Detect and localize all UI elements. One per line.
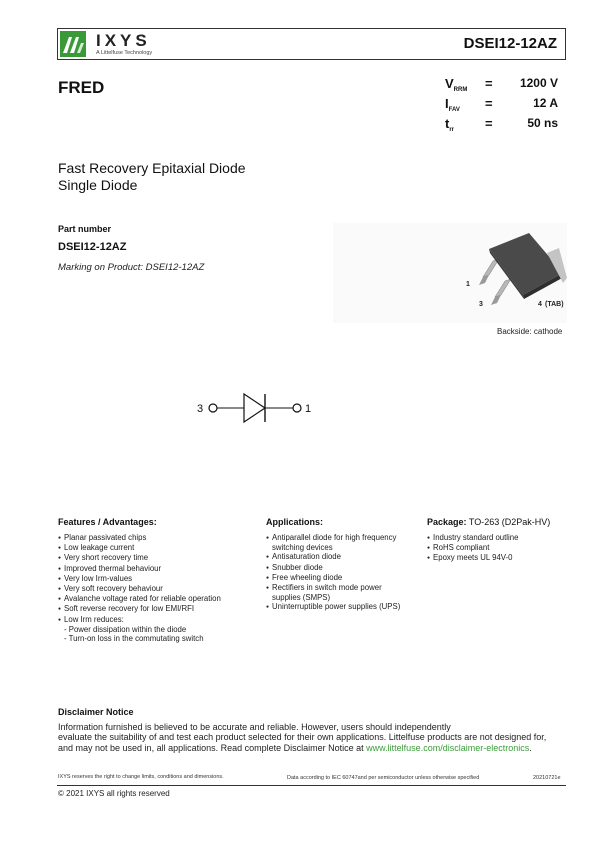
marking-text: Marking on Product: DSEI12-12AZ — [58, 262, 205, 273]
list-item: ● Antisaturation diode — [266, 552, 400, 562]
package-heading — [427, 517, 550, 527]
applications-list — [266, 533, 400, 613]
features-title: Features / Advantages: — [58, 517, 157, 527]
pin-1-label: 1 — [466, 281, 470, 288]
list-item: ● Low Irm reduces: — [58, 615, 221, 625]
list-item: ● Low leakage current — [58, 543, 221, 553]
schematic-pin-right: 1 — [305, 403, 312, 415]
footer-revision: 20210721e — [533, 775, 561, 781]
list-item: ● Very low Irm-values — [58, 574, 221, 584]
disclaimer-link[interactable]: www.littelfuse.com/disclaimer-electronics — [366, 742, 530, 753]
disclaimer-line: and may not be used in, all applications. Read complete Disclaimer Notice at www.littelfuse.com/disclaimer-electronics. — [58, 742, 532, 753]
brand-name: IXYS — [96, 31, 151, 50]
backside-note: Backside: cathode — [497, 327, 563, 336]
product-subtitle — [58, 160, 246, 194]
spec-symbol: $V_{RRM}$ — [445, 76, 468, 93]
spec-value: 1200 V — [519, 76, 558, 90]
tab-label: (TAB) — [545, 301, 564, 308]
pin-3-label: 3 — [479, 301, 483, 308]
applications-title: Applications: — [266, 517, 324, 527]
spec-equals: = — [485, 116, 493, 131]
key-specs — [443, 76, 568, 136]
disclaimer-line: evaluate the suitability of and test each product selected for their own applications. Littelfuse products are not designed for, — [58, 732, 547, 743]
ixys-logo-icon — [60, 31, 86, 57]
brand-tagline: A Littelfuse Technology — [96, 50, 153, 56]
spec-row — [443, 76, 568, 96]
package-label: Package: — [427, 517, 467, 527]
list-item: ● Soft reverse recovery for low EMI/RFI — [58, 604, 221, 614]
list-item: ● Very soft recovery behaviour — [58, 584, 221, 594]
pin-4-label: 4 — [538, 301, 542, 308]
package-list — [427, 533, 550, 564]
list-item: ● Improved thermal behaviour — [58, 564, 221, 574]
list-item: supplies (SMPS) — [272, 593, 331, 603]
diode-schematic — [190, 390, 320, 431]
copyright: © 2021 IXYS all rights reserved — [58, 789, 170, 798]
spec-value: 50 ns — [527, 116, 558, 130]
spec-row — [443, 116, 568, 136]
list-item: - Turn-on loss in the commutating switch — [64, 634, 204, 644]
disclaimer-title: Disclaimer Notice — [58, 707, 134, 717]
package-section — [427, 517, 550, 564]
list-item: ● Rectifiers in switch mode power — [266, 583, 400, 593]
features-list — [58, 533, 221, 643]
part-number-value: DSEI12-12AZ — [58, 241, 127, 253]
package-image — [333, 223, 567, 323]
list-item: ● Antiparallel diode for high frequency — [266, 533, 400, 543]
spec-equals: = — [485, 96, 493, 111]
list-item: ● Snubber diode — [266, 563, 400, 573]
list-item: ● RoHS compliant — [427, 543, 550, 553]
header-bar — [57, 28, 566, 60]
subtitle-line: Single Diode — [58, 177, 138, 193]
footer-middle-note: Data according to IEC 60747and per semiconductor unless otherwise specified — [287, 775, 480, 781]
list-item: ● Free wheeling diode — [266, 573, 400, 583]
schematic-pin-left: 3 — [197, 403, 204, 415]
spec-symbol: $t_{rr}$ — [445, 116, 455, 133]
subtitle-line: Fast Recovery Epitaxial Diode — [58, 160, 246, 176]
list-item: ● Industry standard outline — [427, 533, 550, 543]
features-section — [58, 517, 221, 643]
list-item: ● Planar passivated chips — [58, 533, 221, 543]
header-part-number: DSEI12-12AZ — [463, 35, 557, 52]
spec-value: 12 A — [533, 96, 558, 110]
device-type: FRED — [58, 78, 105, 97]
spec-row — [443, 96, 568, 116]
package-value: TO-263 (D2Pak-HV) — [468, 517, 551, 527]
disclaimer-text — [58, 722, 568, 753]
spec-equals: = — [485, 76, 493, 91]
list-item: ● Uninterruptible power supplies (UPS) — [266, 602, 400, 612]
disclaimer-line: Information furnished is believed to be accurate and reliable. However, users should independently — [58, 722, 451, 732]
list-item: ● Epoxy meets UL 94V-0 — [427, 553, 550, 563]
part-number-label: Part number — [58, 224, 112, 234]
list-item: ● Very short recovery time — [58, 553, 221, 563]
list-item: - Power dissipation within the diode — [64, 624, 187, 634]
footer-left-note: IXYS reserves the right to change limits, conditions and dimensions. — [58, 774, 224, 780]
diode-symbol-icon — [244, 394, 265, 422]
spec-symbol: $I_{FAV}$ — [445, 96, 460, 113]
footer-divider — [57, 785, 566, 786]
applications-section — [266, 517, 400, 613]
list-item: ● Avalanche voltage rated for reliable operation — [58, 594, 221, 604]
list-item: switching devices — [272, 543, 333, 553]
